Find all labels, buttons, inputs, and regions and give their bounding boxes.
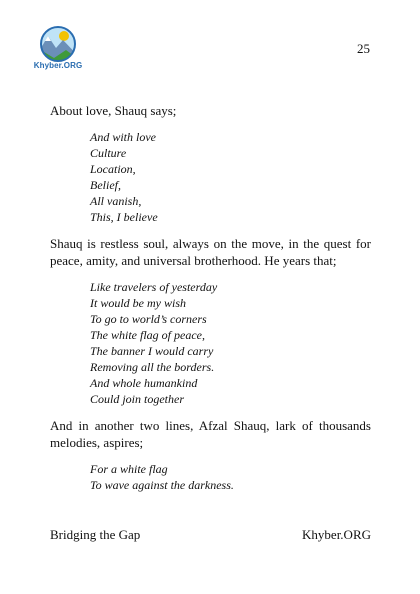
body-paragraph: And in another two lines, Afzal Shauq, lark of thousands melodies, aspires; [50, 418, 371, 450]
verse-line: The white flag of peace, [90, 328, 205, 342]
verse-block [90, 279, 371, 407]
verse-line: And whole humankind [90, 376, 198, 390]
footer-site-name: Khyber.ORG [302, 527, 371, 542]
verse-line: All vanish, [90, 194, 142, 208]
verse-line: Location, [90, 162, 136, 176]
footer-book-title: Bridging the Gap [50, 527, 141, 542]
verse-line: It would be my wish [90, 296, 186, 310]
verse-line: To go to world’s corners [90, 312, 207, 326]
intro-paragraph: About love, Shauq says; [50, 103, 177, 118]
verse-line: Like travelers of yesterday [90, 280, 218, 294]
body-paragraph: Shauq is restless soul, always on the move, in the quest for peace, amity, and universal brotherhood. He years that; [50, 236, 371, 268]
verse-line: Belief, [90, 178, 121, 192]
page-footer [50, 527, 371, 543]
verse-line: Removing all the borders. [90, 360, 215, 374]
verse-block [90, 461, 371, 493]
verse-line: And with love [90, 130, 156, 144]
verse-line: This, I believe [90, 210, 158, 224]
verse-block [90, 129, 371, 225]
page-content [50, 102, 371, 503]
verse-line: To wave against the darkness. [90, 478, 234, 492]
verse-line: The banner I would carry [90, 344, 214, 358]
verse-line: Culture [90, 146, 127, 160]
verse-line: For a white flag [90, 462, 168, 476]
logo-text: Khyber.ORG [33, 61, 83, 70]
page-number: 25 [357, 41, 370, 56]
verse-line: Could join together [90, 392, 184, 406]
